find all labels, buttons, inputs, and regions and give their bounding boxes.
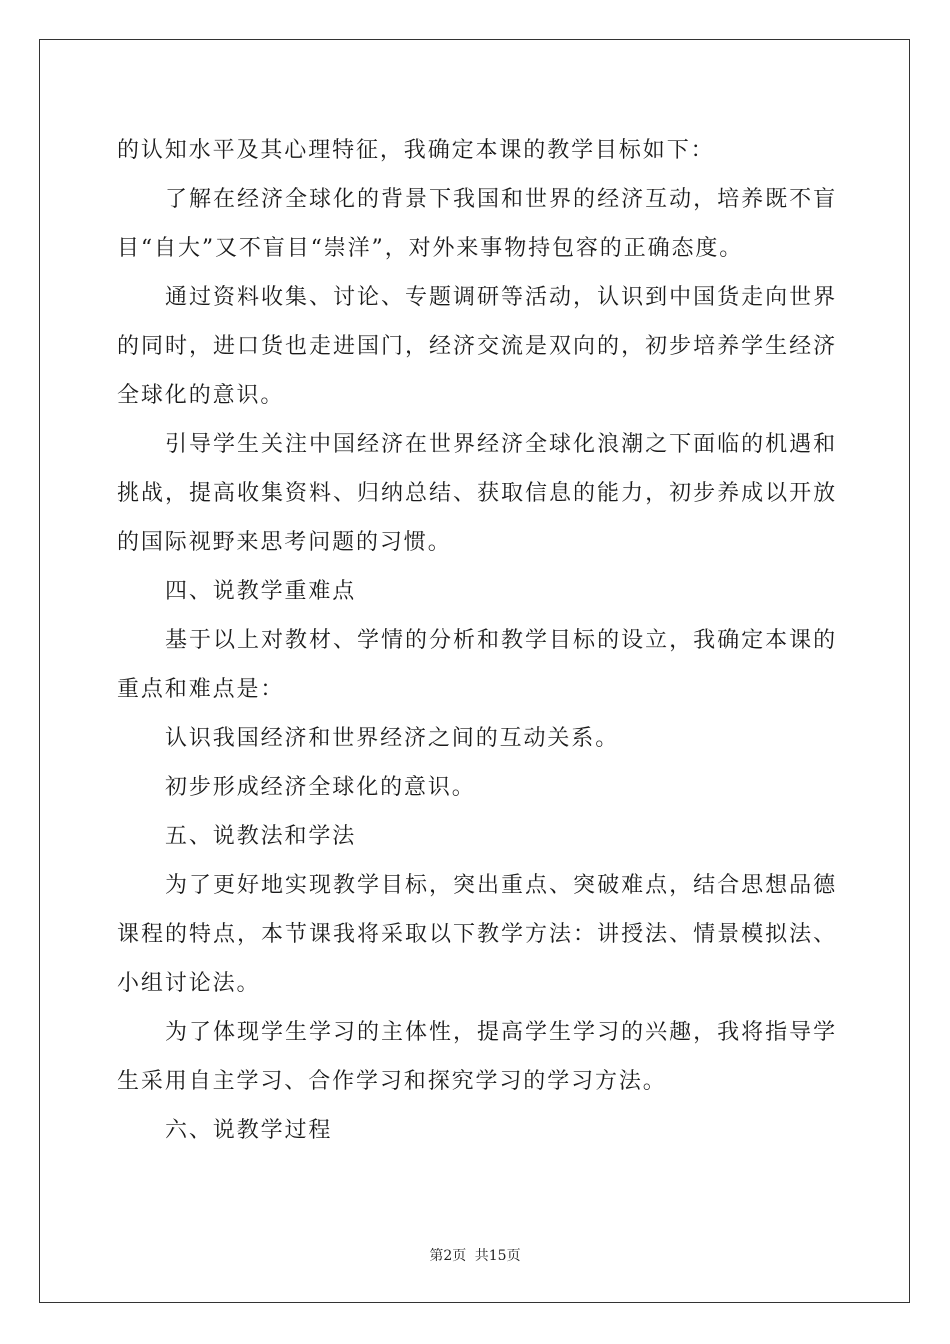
total-pages: 共15页 (474, 1248, 521, 1264)
paragraph: 了解在经济全球化的背景下我国和世界的经济互动，培养既不盲目“自大”又不盲目“崇洋”，对外来事物持包容的正确态度。 (117, 187, 837, 261)
section-heading: 四、说教学重难点 (165, 579, 357, 604)
page-footer (0, 1245, 950, 1265)
paragraph: 基于以上对教材、学情的分析和教学目标的设立，我确定本课的重点和难点是： (117, 628, 837, 702)
paragraph: 的认知水平及其心理特征，我确定本课的教学目标如下： (117, 138, 715, 163)
section-heading: 五、说教法和学法 (165, 824, 357, 849)
paragraph: 引导学生关注中国经济在世界经济全球化浪潮之下面临的机遇和挑战，提高收集资料、归纳总结、获取信息的能力，初步养成以开放的国际视野来思考问题的习惯。 (117, 432, 837, 555)
section-heading: 六、说教学过程 (165, 1118, 333, 1143)
paragraph: 初步形成经济全球化的意识。 (165, 775, 476, 800)
paragraph: 通过资料收集、讨论、专题调研等活动，认识到中国货走向世界的同时，进口货也走进国门，经济交流是双向的，初步培养学生经济全球化的意识。 (117, 285, 837, 408)
paragraph: 认识我国经济和世界经济之间的互动关系。 (165, 726, 620, 751)
document-body (117, 126, 837, 1155)
page-number: 第2页 (429, 1248, 467, 1264)
paragraph: 为了更好地实现教学目标，突出重点、突破难点，结合思想品德课程的特点，本节课我将采取以下教学方法：讲授法、情景模拟法、小组讨论法。 (117, 873, 837, 996)
paragraph: 为了体现学生学习的主体性，提高学生学习的兴趣，我将指导学生采用自主学习、合作学习和探究学习的学习方法。 (117, 1020, 837, 1094)
